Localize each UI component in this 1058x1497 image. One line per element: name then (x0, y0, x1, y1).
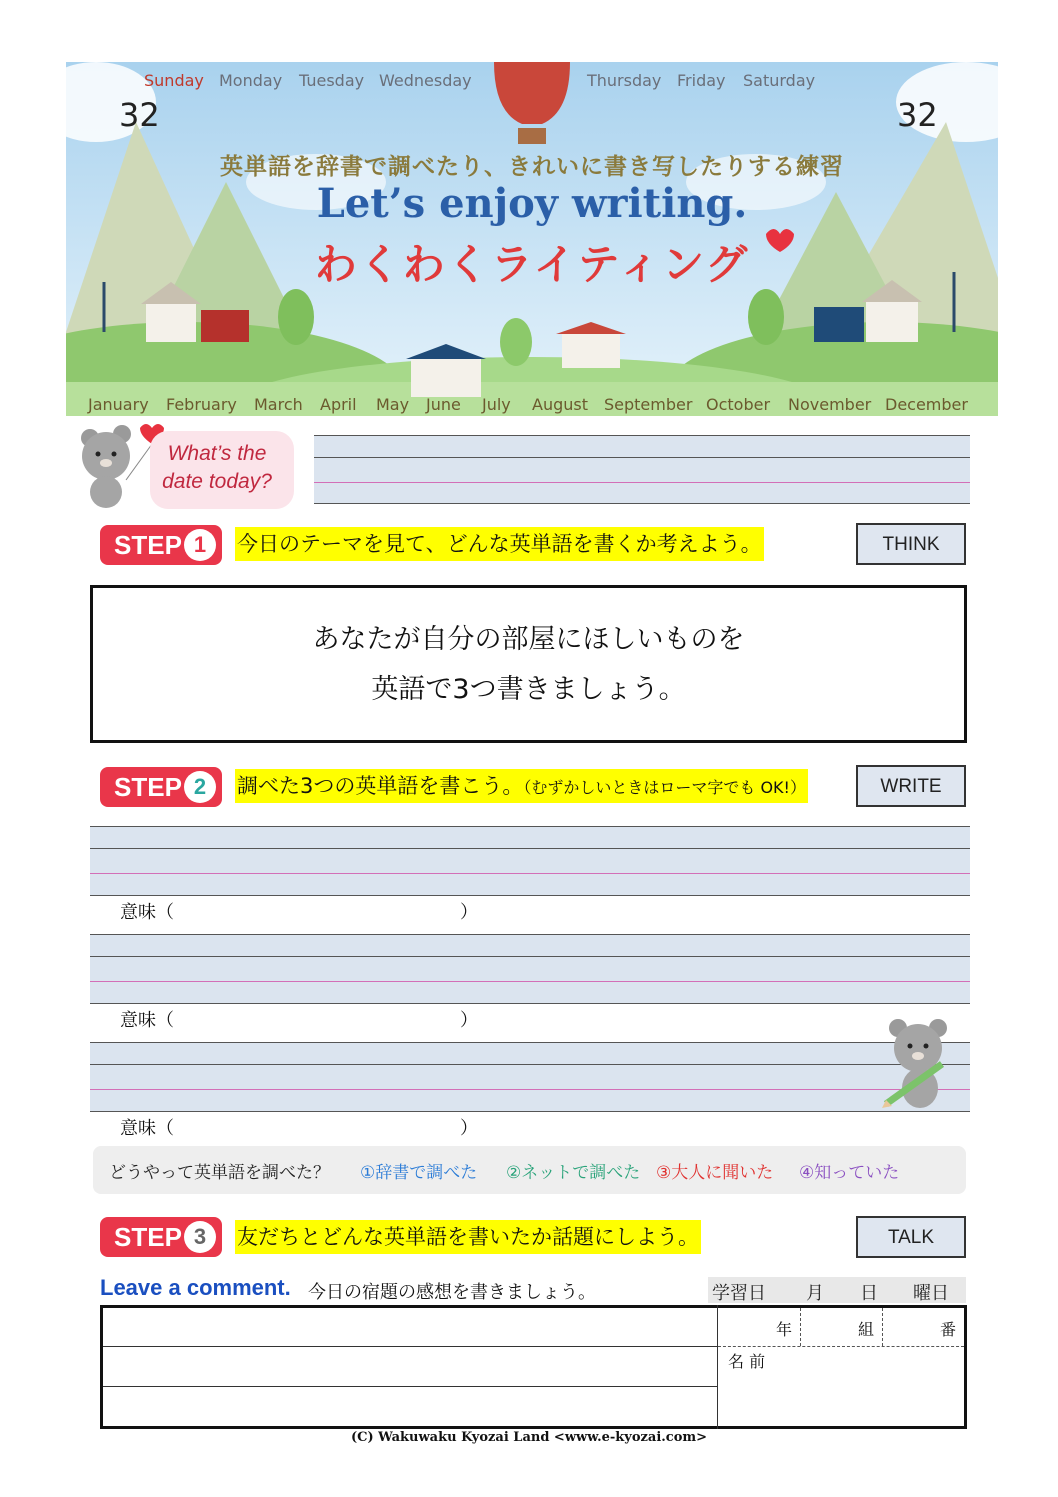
class-label: 組 (858, 1320, 875, 1339)
write-tag: WRITE (856, 765, 966, 807)
banner-title-en: Let’s enjoy writing. (316, 180, 748, 227)
think-tag: THINK (856, 523, 966, 565)
month-december: December (885, 395, 968, 414)
banner-subtitle: 英単語を辞書で調べたり、きれいに書き写したりする練習 (220, 154, 844, 180)
guide-line (90, 848, 970, 849)
month-july: July (482, 395, 511, 414)
guide-line (90, 1042, 970, 1043)
name-label: 名 前 (728, 1352, 766, 1371)
day-wednesday: Wednesday (379, 71, 472, 90)
step3-number: 3 (184, 1221, 216, 1253)
comment-line (103, 1346, 717, 1347)
comment-line (103, 1386, 717, 1387)
month-april: April (320, 395, 357, 414)
bear-pencil-illustration (872, 1016, 964, 1112)
header-banner (66, 62, 998, 416)
step1-badge-label: STEP (114, 530, 182, 560)
class-divider (882, 1308, 883, 1346)
guide-line (314, 503, 970, 504)
month-october: October (706, 395, 771, 414)
baseline (90, 1089, 970, 1090)
word-writing-lines-2[interactable] (90, 934, 970, 1003)
lookup-option-knew[interactable]: ④知っていた (799, 1163, 900, 1183)
date-writing-lines[interactable] (314, 435, 970, 503)
step1-number: 1 (184, 529, 216, 561)
class-divider (800, 1308, 801, 1346)
banner-title-jp: わくわくライティング (314, 240, 750, 289)
baseline (90, 873, 970, 874)
theme-line1: あなたが自分の部屋にほしいものを (312, 624, 745, 655)
month-september: September (604, 395, 693, 414)
comment-box[interactable] (100, 1305, 967, 1429)
baseline (90, 981, 970, 982)
date-prompt-line2: date today? (162, 470, 272, 493)
word-writing-lines-3[interactable] (90, 1042, 970, 1111)
meaning-label-2: 意味（ (120, 1010, 174, 1031)
month-may: May (376, 395, 410, 414)
day-sunday: Sunday (144, 71, 204, 90)
theme-line2: 英語で3つ書きましょう。 (371, 674, 686, 705)
worksheet-number-left: 32 (119, 96, 160, 134)
worksheet-number-right: 32 (897, 96, 938, 134)
guide-line (90, 956, 970, 957)
guide-line (314, 457, 970, 458)
step2-badge (100, 767, 222, 807)
date-prompt-text (150, 440, 284, 496)
month-march: March (254, 395, 303, 414)
month-november: November (788, 395, 872, 414)
class-divider (718, 1346, 964, 1347)
step3-instruction: 友だちとどんな英単語を書いたか話題にしよう。 (235, 1220, 701, 1254)
meaning-close-1: ） (460, 902, 478, 923)
word-writing-lines-1[interactable] (90, 826, 970, 895)
month-august: August (532, 395, 588, 414)
step2-instruction (235, 769, 808, 803)
meaning-label-1: 意味（ (120, 902, 174, 923)
day-tuesday: Tuesday (299, 71, 365, 90)
step3-badge-label: STEP (114, 1222, 182, 1252)
lookup-option-internet[interactable]: ②ネットで調べた (506, 1163, 641, 1183)
guide-line (90, 934, 970, 935)
step2-instruction-main: 調べた3つの英単語を書こう。 (237, 774, 524, 798)
comment-divider (717, 1305, 718, 1429)
guide-line (90, 1111, 970, 1112)
day-friday: Friday (677, 71, 726, 90)
step1-instruction: 今日のテーマを見て、どんな英単語を書くか考えよう。 (235, 527, 764, 561)
copyright-footer: (C) Wakuwaku Kyozai Land <www.e-kyozai.com> (350, 1430, 708, 1445)
theme-text (90, 615, 967, 715)
month-february: February (166, 395, 237, 414)
talk-tag: TALK (856, 1216, 966, 1258)
lookup-option-dictionary[interactable]: ①辞書で調べた (360, 1163, 478, 1183)
study-date-label: 学習日 (712, 1283, 766, 1304)
guide-line (90, 1064, 970, 1065)
guide-line (314, 435, 970, 436)
date-prompt-line1: What’s the (167, 442, 267, 465)
study-month-label[interactable]: 月 (806, 1283, 824, 1304)
guide-line (90, 826, 970, 827)
step1-badge (100, 525, 222, 565)
baseline (314, 482, 970, 483)
leave-comment-label: Leave a comment. (100, 1275, 291, 1300)
study-weekday-label[interactable]: 曜日 (913, 1283, 949, 1304)
day-saturday: Saturday (743, 71, 816, 90)
study-day-label[interactable]: 日 (860, 1283, 878, 1304)
guide-line (90, 1003, 970, 1004)
year-label: 年 (776, 1320, 793, 1339)
month-january: January (88, 395, 149, 414)
lookup-question: どうやって英単語を調べた？ (109, 1163, 330, 1183)
day-monday: Monday (219, 71, 283, 90)
step2-badge-label: STEP (114, 772, 182, 802)
leave-comment-instruction: 今日の宿題の感想を書きましょう。 (308, 1282, 596, 1303)
step2-number: 2 (184, 771, 216, 803)
number-label: 番 (940, 1320, 957, 1339)
meaning-close-2: ） (460, 1010, 478, 1031)
month-june: June (426, 395, 461, 414)
day-thursday: Thursday (587, 71, 662, 90)
step2-instruction-note: （むずかしいときはローマ字でも OK!） (523, 778, 806, 797)
step3-badge (100, 1217, 222, 1257)
guide-line (90, 895, 970, 896)
meaning-label-3: 意味（ (120, 1118, 174, 1139)
meaning-close-3: ） (460, 1118, 478, 1139)
lookup-option-adult[interactable]: ③大人に聞いた (656, 1163, 774, 1183)
